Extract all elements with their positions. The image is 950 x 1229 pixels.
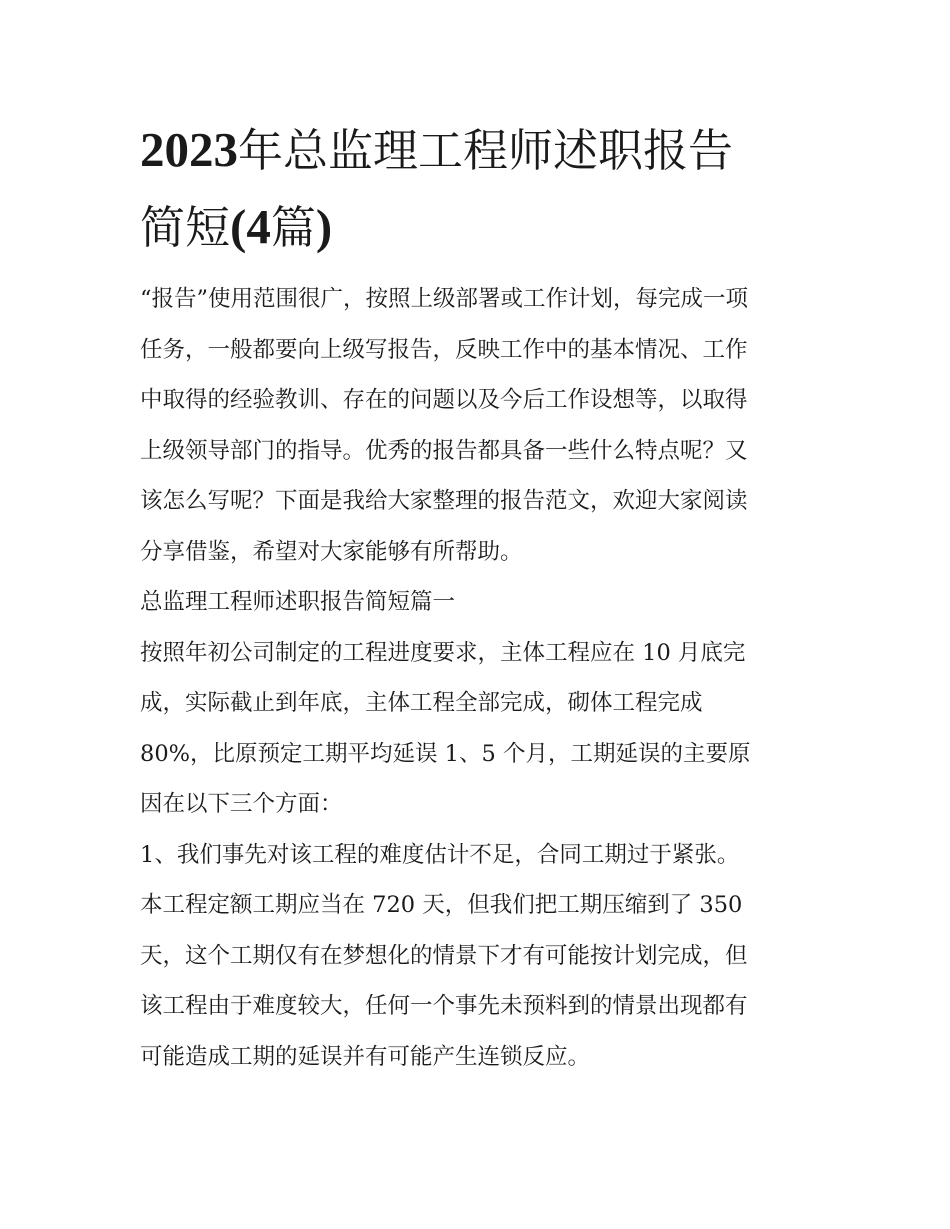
- title-count: (4: [230, 199, 271, 254]
- paragraph-line: 80%，比原预定工期平均延误 1、5 个月，工期延误的主要原: [140, 740, 751, 767]
- intro-line: 中取得的经验教训、存在的问题以及今后工作设想等，以取得: [140, 387, 748, 413]
- intro-line: 该怎么写呢？下面是我给大家整理的报告范文，欢迎大家阅读: [140, 488, 748, 514]
- paragraph-line: 1、我们事先对该工程的难度估计不足，合同工期过于紧张。: [140, 841, 740, 868]
- paragraph-2: [140, 830, 820, 1083]
- paragraph-line: 因在以下三个方面：: [140, 791, 343, 817]
- title-line-2: [140, 189, 820, 266]
- intro-paragraph: [140, 274, 820, 577]
- intro-line: 上级领导部门的指导。优秀的报告都具备一些什么特点呢？又: [140, 437, 748, 464]
- paragraph-line: 可能造成工期的延误并有可能产生连锁反应。: [140, 1043, 591, 1070]
- intro-line: “报告”使用范围很广，按照上级部署或工作计划，每完成一项: [140, 286, 749, 312]
- title-text-2a: 简短: [140, 201, 231, 254]
- title-text-1: 年总监理工程师述职报告: [238, 124, 734, 177]
- paragraph-line: 本工程定额工期应当在 720 天，但我们把工期压缩到了 350: [140, 892, 743, 918]
- paragraph-1: [140, 628, 820, 830]
- paragraph-line: 该工程由于难度较大，任何一个事先未预料到的情景出现都有: [140, 993, 748, 1019]
- paragraph-line: 成，实际截止到年底，主体工程全部完成，砌体工程完成: [140, 690, 703, 716]
- paragraph-line: 天，这个工期仅有在梦想化的情景下才有可能按计划完成，但: [140, 942, 748, 969]
- title-close-paren: ): [315, 199, 333, 254]
- document-body: [140, 274, 820, 1082]
- intro-line: 分享借鉴，希望对大家能够有所帮助。: [140, 538, 523, 565]
- paragraph-line: 按照年初公司制定的工程进度要求，主体工程应在 10 月底完: [140, 639, 746, 666]
- intro-line: 任务，一般都要向上级写报告，反映工作中的基本情况、工作: [140, 336, 748, 363]
- title-year: 2023: [140, 122, 238, 177]
- title-line-1: [140, 112, 820, 189]
- title-text-2b: 篇: [270, 201, 316, 254]
- section-heading: 总监理工程师述职报告简短篇一: [140, 589, 456, 615]
- document-title: [140, 112, 820, 266]
